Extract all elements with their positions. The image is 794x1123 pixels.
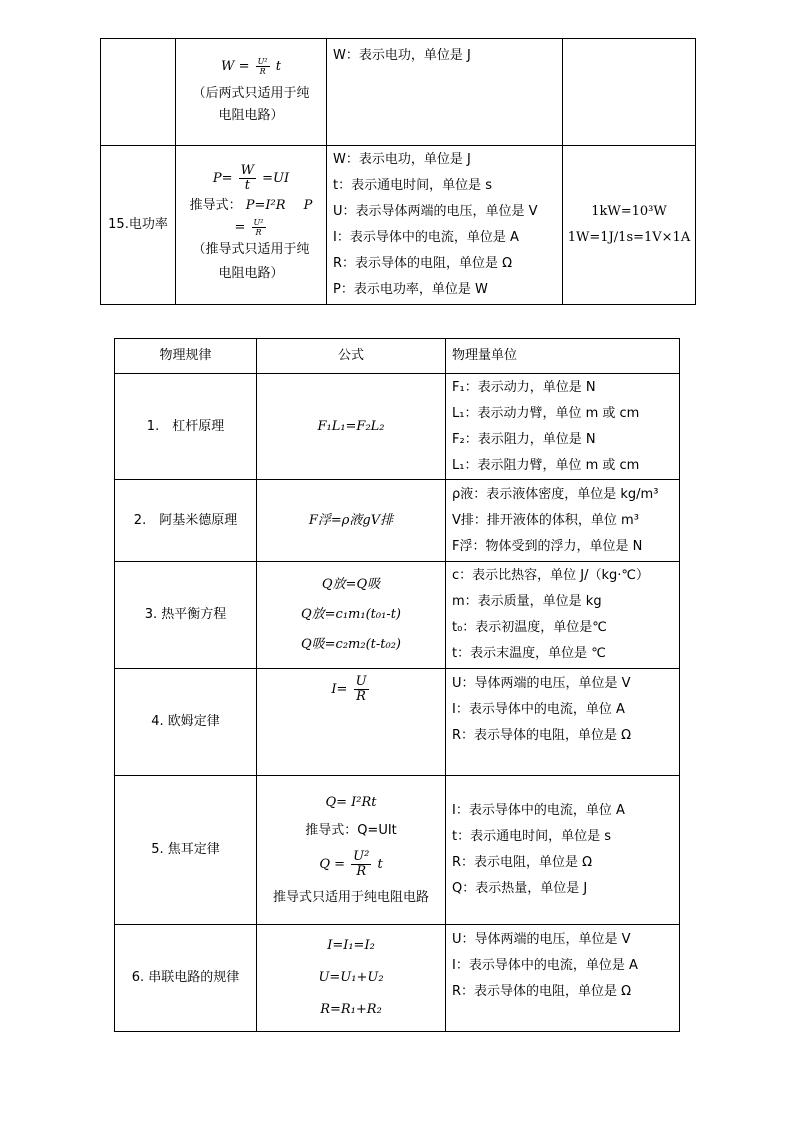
law-name: 1. 杠杆原理 xyxy=(115,374,257,480)
desc-cell: U：导体两端的电压，单位是 V I：表示导体中的电流，单位 A R：表示导体的电阻，单位是 Ω xyxy=(446,669,680,776)
header-unit: 物理量单位 xyxy=(446,339,680,374)
fraction: $\frac{\text{U²}}{R}$ xyxy=(253,218,264,237)
derived-formula: 推导式： P=I²R P xyxy=(189,198,313,213)
fraction: $\frac{\text{U²}}{R}$ xyxy=(257,57,268,76)
formula-cell: I=I₁=I₂ U=U₁+U₂ R=R₁+R₂ xyxy=(257,925,446,1032)
table-row xyxy=(115,480,680,562)
name-cell xyxy=(101,39,176,146)
desc-cell: U：导体两端的电压，单位是 V I：表示导体中的电流，单位是 A R：表示导体的电阻，单位是 Ω xyxy=(446,925,680,1032)
desc-cell: c：表示比热容，单位 J/（kg·℃） m：表示质量，单位是 kg t₀：表示初温度，单位是℃ t：表示末温度，单位是 ℃ xyxy=(446,562,680,669)
physics-laws-table xyxy=(114,338,680,1032)
table-row xyxy=(115,669,680,776)
table-row xyxy=(115,374,680,480)
header-row xyxy=(115,339,680,374)
formula-cell: Q= I²Rt 推导式：Q=UIt Q = $\frac{\text{U²}}{R}$ t 推导式只适用于纯电阻电路 xyxy=(257,776,446,925)
table-row xyxy=(101,146,696,305)
formula-cell xyxy=(176,146,327,305)
units-cell: 1kW=10³W 1W=1J/1s=1V×1A xyxy=(563,146,696,305)
table-row xyxy=(101,39,696,146)
desc-cell: W：表示电功，单位是 J xyxy=(327,39,563,146)
table-row xyxy=(115,776,680,925)
law-name: 2. 阿基米德原理 xyxy=(115,480,257,562)
formula-cell xyxy=(176,39,327,146)
note: （推导式只适用于纯 电阻电路） xyxy=(192,242,310,281)
power-formula: P= $\frac{W}{t}$ =UI xyxy=(212,163,290,193)
law-name: 5. 焦耳定律 xyxy=(115,776,257,925)
fraction: $\frac{U}{R}$ xyxy=(355,674,367,704)
fraction: $\frac{W}{t}$ xyxy=(240,163,255,193)
formula-cell: Q放=Q吸 Q放=c₁m₁(t₀₁-t) Q吸=c₂m₂(t-t₀₂) xyxy=(257,562,446,669)
desc-cell: I：表示导体中的电流，单位 A t：表示通电时间，单位是 s R：表示电阻，单位是 Ω Q：表示热量，单位是 J xyxy=(446,776,680,925)
law-name: 4. 欧姆定律 xyxy=(115,669,257,776)
table-row xyxy=(115,562,680,669)
derived-formula-2: = $\frac{\text{U²}}{R}$ xyxy=(234,218,264,237)
header-law: 物理规律 xyxy=(115,339,257,374)
formula-cell: F₁L₁=F₂L₂ xyxy=(257,374,446,480)
desc-cell: ρ液：表示液体密度，单位是 kg/m³ V排：排开液体的体积，单位 m³ F浮：物体受到的浮力，单位是 N xyxy=(446,480,680,562)
law-name: 6. 串联电路的规律 xyxy=(115,925,257,1032)
units-cell xyxy=(563,39,696,146)
formula-cell: I= $\frac{U}{R}$ xyxy=(257,669,446,776)
top-table xyxy=(100,38,696,305)
formula-cell: F浮=ρ液gV排 xyxy=(257,480,446,562)
note: （后两式只适用于纯 电阻电路） xyxy=(192,86,310,123)
derived-formula: Q = $\frac{\text{U²}}{R}$ t xyxy=(319,849,383,879)
desc-cell: W：表示电功，单位是 J t：表示通电时间，单位是 s U：表示导体两端的电压，单位是 V I：表示导体中的电流，单位是 A R：表示导体的电阻，单位是 Ω P：表示电功率，单位是 W xyxy=(327,146,563,305)
electric-work-formula: W = $\frac{\text{U²}}{R}$ t xyxy=(221,57,281,76)
table-row xyxy=(115,925,680,1032)
header-formula: 公式 xyxy=(257,339,446,374)
desc-cell: F₁：表示动力，单位是 N L₁：表示动力臂，单位 m 或 cm F₂：表示阻力，单位是 N L₁：表示阻力臂，单位 m 或 cm xyxy=(446,374,680,480)
name-cell: 15.电功率 xyxy=(101,146,176,305)
law-name: 3. 热平衡方程 xyxy=(115,562,257,669)
fraction: $\frac{\text{U²}}{R}$ xyxy=(353,849,370,879)
